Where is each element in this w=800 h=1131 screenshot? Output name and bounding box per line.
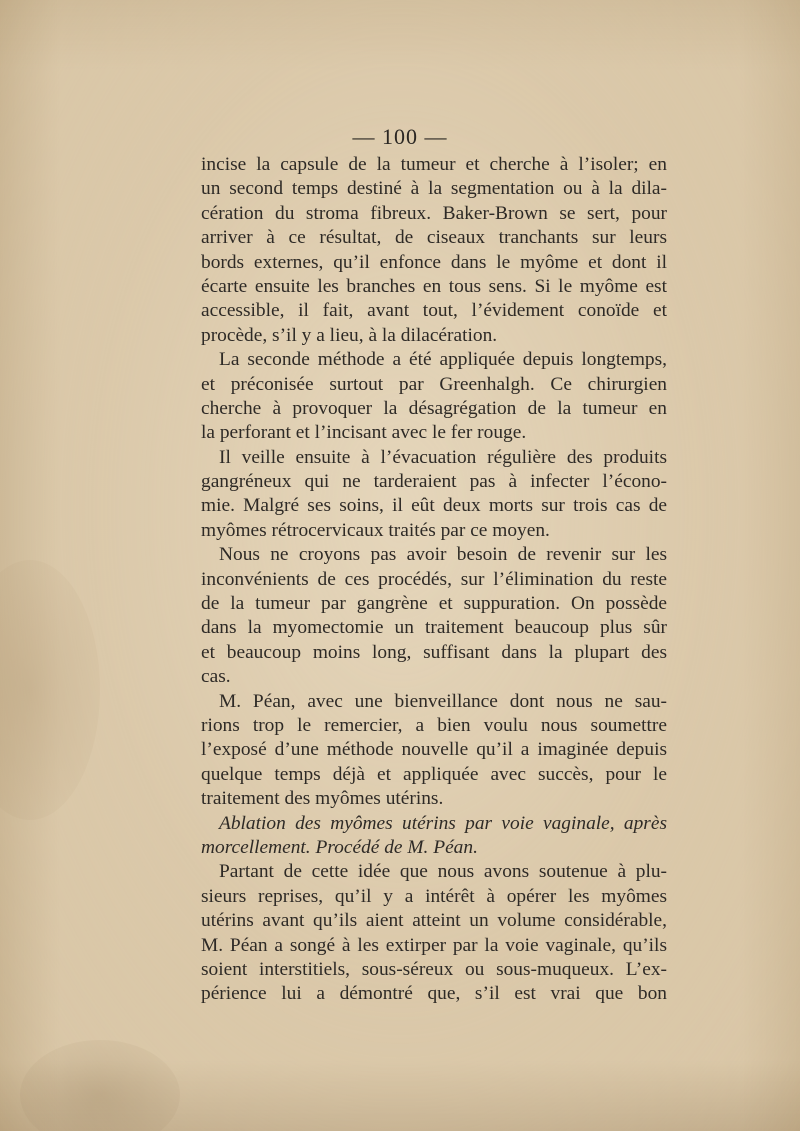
- text-line: M. Péan a songé à les extirper par la voie vaginale, qu’ils: [201, 934, 667, 956]
- text-line: gangréneux qui ne tarderaient pas à infecter l’écono-: [201, 471, 667, 493]
- text-line: cération du stroma fibreux. Baker-Brown se sert, pour: [201, 202, 667, 224]
- text-line: un second temps destiné à la segmentation ou à la dila-: [201, 178, 667, 200]
- text-line: arriver à ce résultat, de ciseaux tranchants sur leurs: [201, 227, 667, 249]
- section-heading-line: Ablation des myômes utérins par voie vaginale, après: [219, 812, 667, 834]
- text-line: périence lui a démontré que, s’il est vrai que bon: [201, 983, 667, 1005]
- text-line: dans la myomectomie un traitement beaucoup plus sûr: [201, 617, 667, 639]
- text-line: de la tumeur par gangrène et suppuration. On possède: [201, 593, 667, 615]
- text-line: sieurs reprises, qu’il y a intérêt à opérer les myômes: [201, 885, 667, 907]
- text-line: procède, s’il y a lieu, à la dilacération.: [201, 324, 498, 346]
- text-line: Il veille ensuite à l’évacuation régulière des produits: [219, 446, 667, 468]
- text-line: inconvénients de ces procédés, sur l’élimination du reste: [201, 568, 667, 590]
- text-line: M. Péan, avec une bienveillance dont nous ne sau-: [219, 690, 667, 712]
- text-line: quelque temps déjà et appliquée avec succès, pour le: [201, 763, 667, 785]
- text-line: La seconde méthode a été appliquée depuis longtemps,: [219, 349, 667, 371]
- text-line: traitement des myômes utérins.: [201, 788, 444, 810]
- text-line: rions trop le remercier, a bien voulu nous soumettre: [201, 714, 667, 736]
- text-line: soient interstitiels, sous-séreux ou sous-muqueux. L’ex-: [201, 958, 667, 980]
- text-line: accessible, il fait, avant tout, l’évidement conoïde et: [201, 300, 667, 322]
- text-line: cas.: [201, 666, 231, 688]
- text-line: bords externes, qu’il enfonce dans le myôme et dont il: [201, 251, 667, 273]
- text-line: l’exposé d’une méthode nouvelle qu’il a imaginée depuis: [201, 739, 667, 761]
- text-line: incise la capsule de la tumeur et cherche à l’isoler; en: [201, 154, 667, 175]
- page-number: — 100 —: [352, 124, 448, 149]
- text-line: et préconisée surtout par Greenhalgh. Ce chirurgien: [201, 373, 667, 395]
- body-text: [201, 153, 667, 1007]
- text-line: la perforant et l’incisant avec le fer rouge.: [201, 422, 527, 444]
- text-line: utérins avant qu’ils aient atteint un volume considérable,: [201, 910, 667, 932]
- paper-stain: [20, 1040, 180, 1131]
- text-line: écarte ensuite les branches en tous sens. Si le myôme est: [201, 275, 667, 297]
- text-line: Partant de cette idée que nous avons soutenue à plu-: [219, 861, 667, 883]
- section-heading-line: morcellement. Procédé de M. Péan.: [201, 836, 478, 858]
- text-line: cherche à provoquer la désagrégation de la tumeur en: [201, 397, 667, 419]
- text-line: myômes rétrocervicaux traités par ce moyen.: [201, 519, 550, 541]
- text-line: et beaucoup moins long, suffisant dans la plupart des: [201, 641, 667, 663]
- text-line: Nous ne croyons pas avoir besoin de revenir sur les: [219, 544, 667, 566]
- text-line: mie. Malgré ses soins, il eût deux morts sur trois cas de: [201, 495, 667, 517]
- paper-stain: [0, 560, 100, 820]
